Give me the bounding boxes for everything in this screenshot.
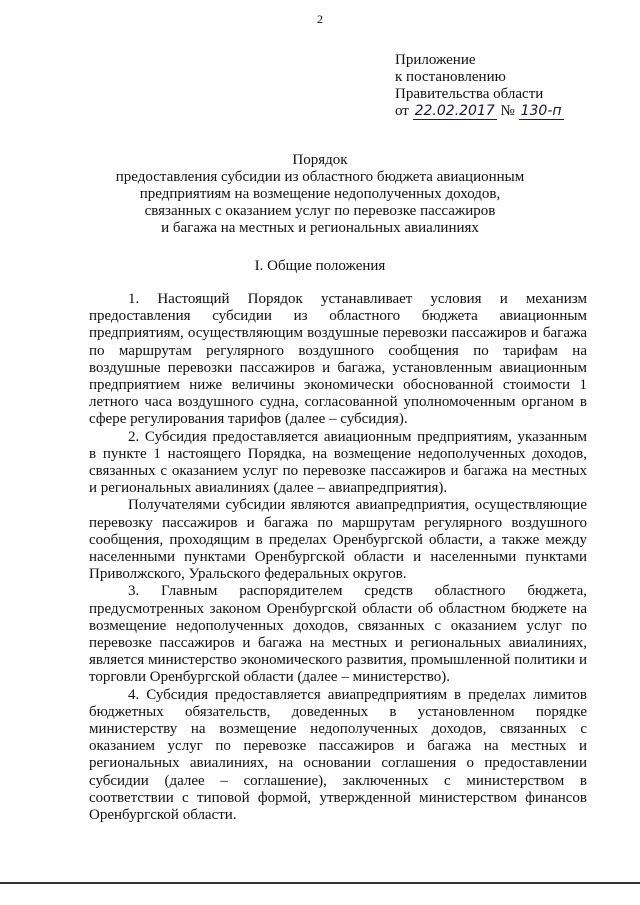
page-bottom-divider <box>0 882 640 884</box>
handwritten-number: 130-п <box>520 103 562 119</box>
handwritten-date: 22.02.2017 <box>414 103 495 119</box>
title-line-4: связанных с оказанием услуг по перевозке пассажиров <box>144 203 496 219</box>
title-line-3: предприятиям на возмещение недополученных доходов, <box>139 186 501 202</box>
number-prefix: № <box>500 103 515 119</box>
appendix-line-2: к постановлению <box>395 69 506 85</box>
title-line-5: и багажа на местных и региональных авиалиниях <box>161 220 479 236</box>
title-line-1: Порядок <box>292 152 348 168</box>
page-number: 2 <box>317 12 323 26</box>
date-prefix: от <box>395 103 409 119</box>
section-heading: I. Общие положения <box>254 258 386 274</box>
title-line-2: предоставления субсидии из областного бюджета авиационным <box>115 169 525 185</box>
document-title <box>0 152 640 237</box>
paragraph-5: 4. Субсидия предоставляется авиапредприятиям в пределах лимитов бюджетных обязательств, доведенных в установленном порядке министерству на возмещение недополученных доходов, связанных с оказанием услуг по перевозке пассажиров и багажа на местных и региональных авиалиниях, на основании соглашения о предоставлении субсидии (далее – соглашение), заключенных с министерством в соответствии с типовой формой, утвержденной министерством финансов Оренбургской области. <box>89 686 587 824</box>
paragraph-1: 1. Настоящий Порядок устанавливает условия и механизм предоставления субсидии из областного бюджета авиационным предприятиям, осуществляющим воздушные перевозки пассажиров и багажа по маршрутам регулярного воздушного сообщения по тарифам на воздушные перевозки пассажиров и багажа, установленным авиационным предприятием ниже величины экономически обоснованной стоимости 1 летного часа воздушного судна, согласованной уполномоченным органом в сфере регулирования тарифов (далее – субсидия). <box>89 291 587 428</box>
appendix-block <box>395 52 564 120</box>
paragraph-4: 3. Главным распорядителем средств областного бюджета, предусмотренных законом Оренбургской области об областном бюджете на возмещение недополученных доходов, связанных с оказанием услуг по перевозке пассажиров и багажа на местных и региональных авиалиниях, является министерство экономического развития, промышленной политики и торговли Оренбургской области (далее – министерство). <box>89 583 587 686</box>
appendix-date-line <box>395 103 564 120</box>
paragraph-3: Получателями субсидии являются авиапредприятия, осуществляющие перевозку пассажиров и багажа по маршрутам регулярного воздушного сообщения, проходящим в пределах Оренбургской области, а также между населенными пунктами Оренбургской области и населенными пунктами Приволжского, Уральского федеральных округов. <box>89 497 587 583</box>
appendix-line-3: Правительства области <box>395 86 544 102</box>
paragraph-2: 2. Субсидия предоставляется авиационным предприятиям, указанным в пункте 1 настоящего Порядка, на возмещение недополученных доходов, связанных с оказанием услуг по перевозке пассажиров и багажа на местных и региональных авиалиниях (далее – авиапредприятия). <box>89 428 587 497</box>
document-body <box>89 291 587 824</box>
appendix-line-1: Приложение <box>395 52 476 68</box>
